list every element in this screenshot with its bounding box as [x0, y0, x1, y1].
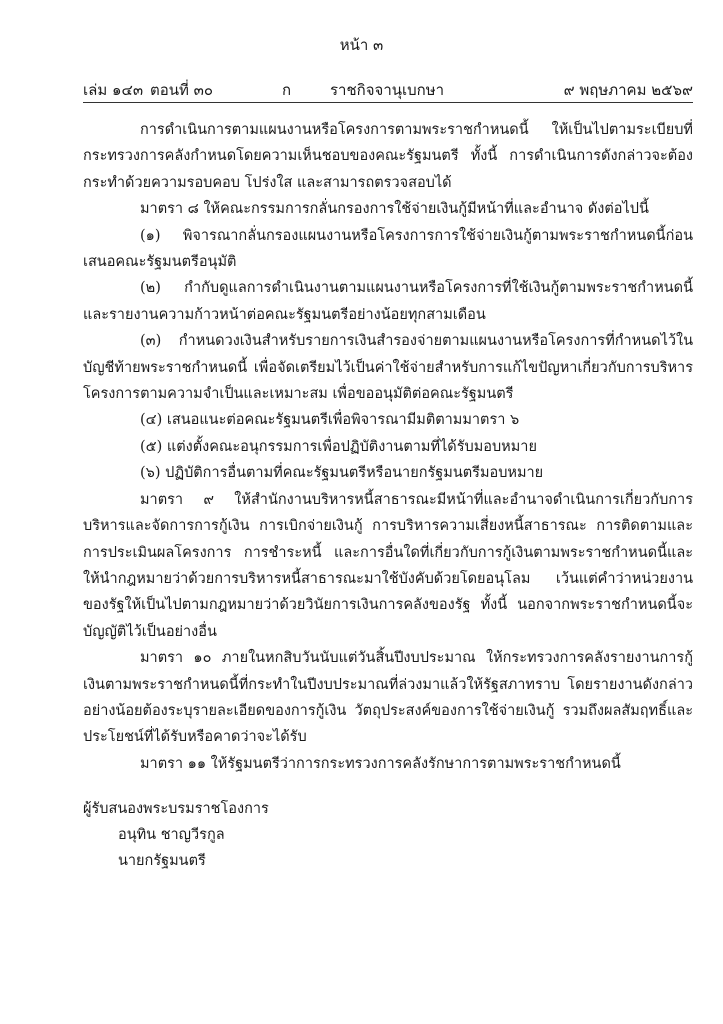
- document-body: [83, 117, 693, 777]
- section-8-item-2: (๒) กำกับดูแลการดำเนินงานตามแผนงานหรือโครงการที่ใช้เงินกู้ตามพระราชกำหนดนี้และรายงานความก้าวหน้าต่อคณะรัฐมนตรีอย่างน้อยทุกสามเดือน: [83, 280, 693, 323]
- section-9: มาตรา ๙ ให้สำนักงานบริหารหนี้สาธารณะมีหน้าที่และอำนาจดำเนินการเกี่ยวกับการบริหารและจัดการการกู้เงิน การเบิกจ่ายเงินกู้ การบริหารความเสี่ยงหนี้สาธารณะ การติดตามและการประเมินผลโครงการ การชำระหนี้ และการอื่นใดที่เกี่ยวกับการกู้เงินตามพระราชกำหนดนี้และให้นำกฎหมายว่าด้วยการบริหารหนี้สาธารณะมาใช้บังคับด้วยโดยอนุโลม เว้นแต่คำว่าหน่วยงานของรัฐให้เป็นไปตามกฎหมายว่าด้วยวินัยการเงินการคลังของรัฐ ทั้งนี้ นอกจากพระราชกำหนดนี้จะบัญญัติไว้เป็นอย่างอื่น: [83, 491, 693, 640]
- paragraph-1: การดำเนินการตามแผนงานหรือโครงการตามพระราชกำหนดนี้ ให้เป็นไปตามระเบียบที่กระทรวงการคลังกำหนดโดยความเห็นชอบของคณะรัฐมนตรี ทั้งนี้ การดำเนินการดังกล่าวจะต้องกระทำด้วยความรอบคอบ โปร่งใส และสามารถตรวจสอบได้: [83, 122, 693, 191]
- section-8-item-3: (๓) กำหนดวงเงินสำหรับรายการเงินสำรองจ่ายตามแผนงานหรือโครงการที่กำหนดไว้ในบัญชีท้ายพระราชกำหนดนี้ เพื่อจัดเตรียมไว้เป็นค่าใช้จ่ายสำหรับการแก้ไขปัญหาเกี่ยวกับการบริหารโครงการตามความจำเป็นและเหมาะสม เพื่อขออนุมัติต่อคณะรัฐมนตรี: [83, 333, 693, 403]
- section-8: มาตรา ๘ ให้คณะกรรมการกลั่นกรองการใช้จ่ายเงินกู้มีหน้าที่และอำนาจ ดังต่อไปนี้: [140, 201, 649, 218]
- section-8-item-5: (๕) แต่งตั้งคณะอนุกรรมการเพื่อปฏิบัติงานตามที่ได้รับมอบหมาย: [140, 438, 537, 455]
- header-divider: [83, 102, 693, 103]
- publication-date: ๙ พฤษภาคม ๒๕๖๙: [563, 81, 693, 99]
- signatory-name: อนุทิน ชาญวีรกูล: [118, 827, 225, 843]
- section-10: มาตรา ๑๐ ภายในหกสิบวันนับแต่วันสิ้นปีงบประมาณ ให้กระทรวงการคลังรายงานการกู้เงินตามพระราชกำหนดนี้ที่กระทำในปีงบประมาณที่ล่วงมาแล้วให้รัฐสภาทราบ โดยรายงานดังกล่าวอย่างน้อยต้องระบุรายละเอียดของการกู้เงิน วัตถุประสงค์ของการใช้จ่ายเงินกู้ รวมถึงผลสัมฤทธิ์และประโยชน์ที่ได้รับหรือคาดว่าจะได้รับ: [83, 650, 693, 746]
- section-8-item-4: (๔) เสนอแนะต่อคณะรัฐมนตรีเพื่อพิจารณามีมติตามมาตรา ๖: [140, 412, 520, 429]
- countersign-label: ผู้รับสนองพระบรมราชโองการ: [83, 801, 269, 817]
- section-11: มาตรา ๑๑ ให้รัฐมนตรีว่าการกระทรวงการคลังรักษาการตามพระราชกำหนดนี้: [140, 755, 621, 772]
- section-8-item-6: (๖) ปฏิบัติการอื่นตามที่คณะรัฐมนตรีหรือนายกรัฐมนตรีมอบหมาย: [140, 465, 544, 482]
- section-letter: ก: [282, 81, 292, 99]
- gazette-name: ราชกิจจานุเบกษา: [330, 81, 445, 99]
- volume-number: เล่ม ๑๔๓: [83, 81, 144, 99]
- signatory-position: นายกรัฐมนตรี: [118, 853, 206, 869]
- gazette-header: [83, 78, 693, 98]
- part-number: ตอนที่ ๓๐: [150, 81, 214, 99]
- page-number: หน้า ๓: [339, 36, 384, 54]
- section-8-item-1: (๑) พิจารณากลั่นกรองแผนงานหรือโครงการการใช้จ่ายเงินกู้ตามพระราชกำหนดนี้ก่อนเสนอคณะรัฐมนตรีอนุมัติ: [83, 227, 693, 271]
